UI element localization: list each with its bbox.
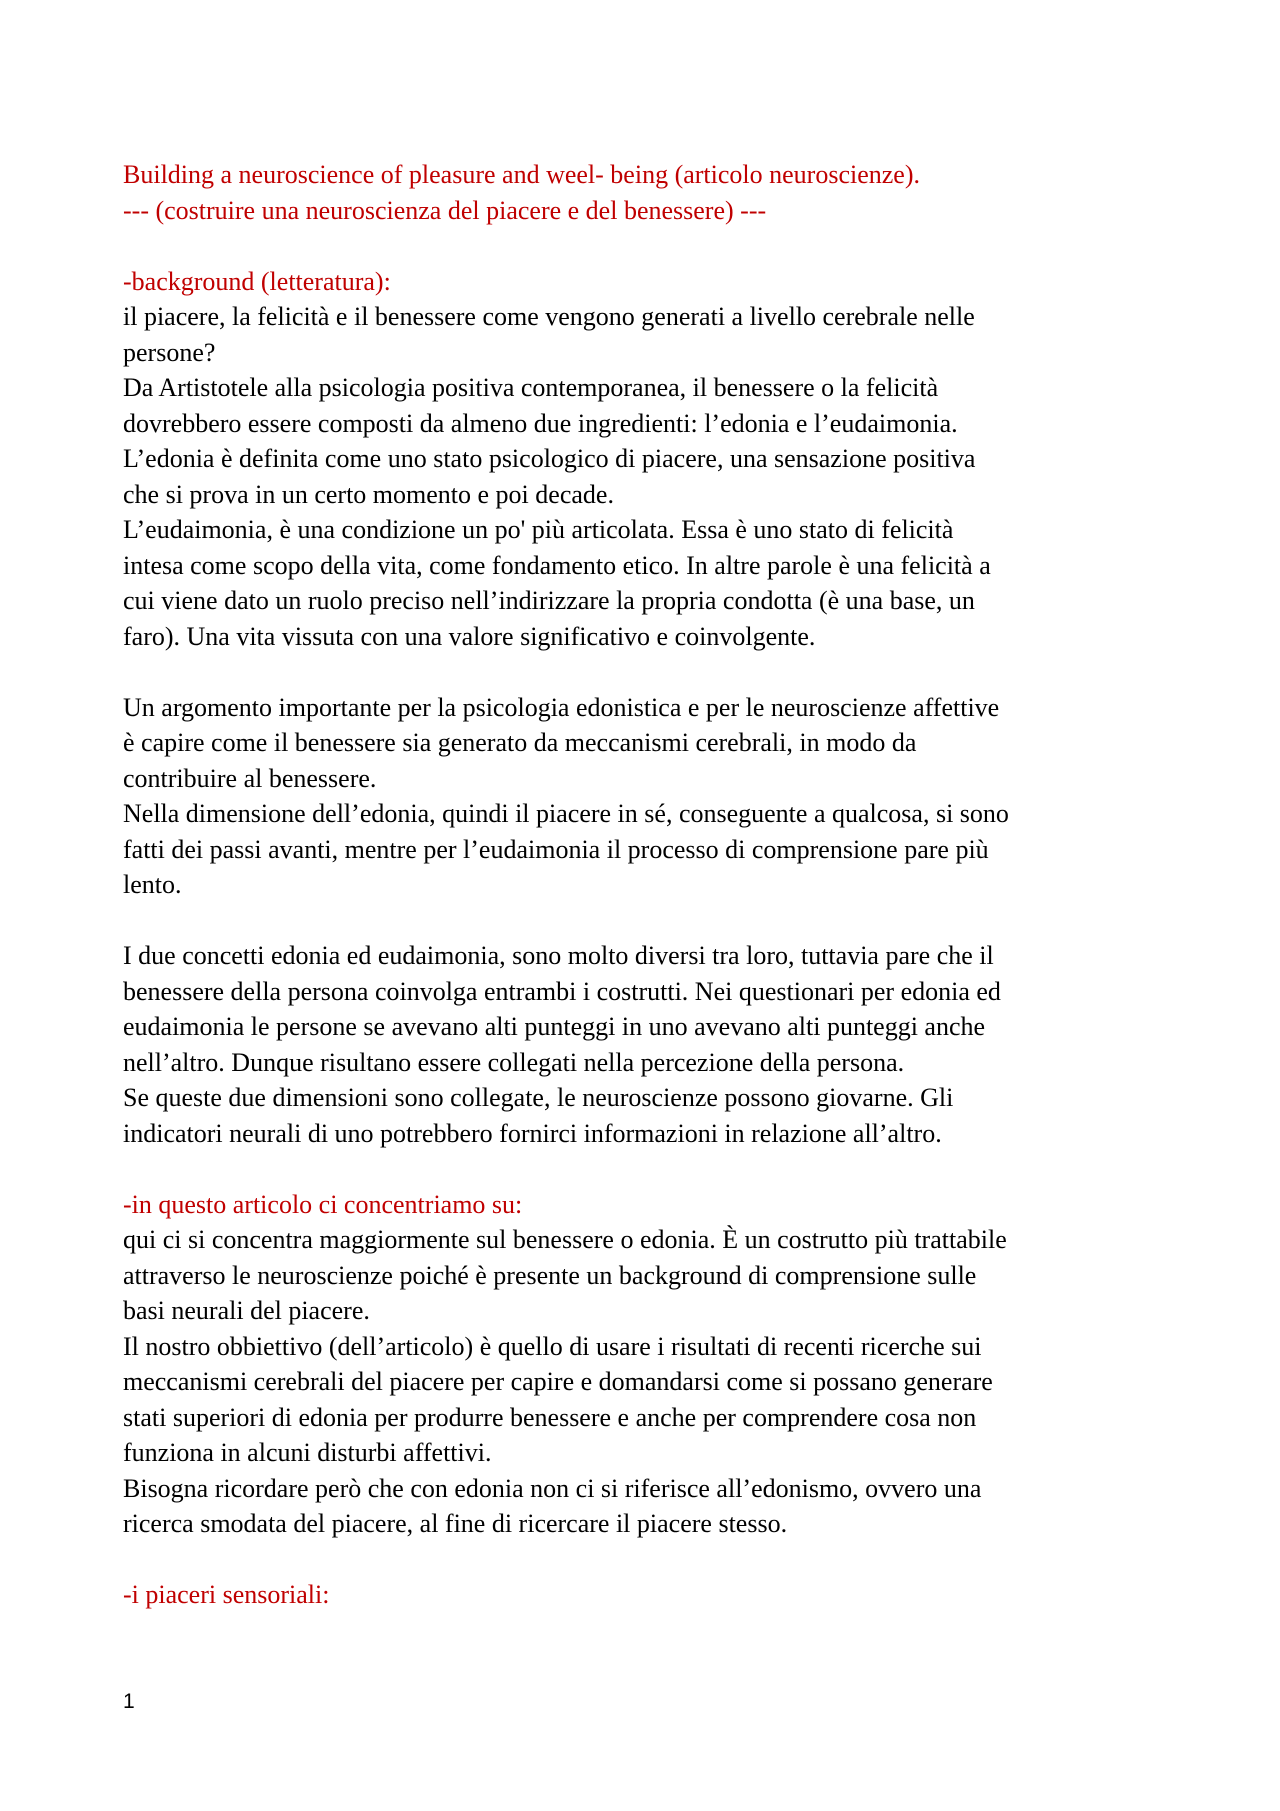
text-line: Un argomento importante per la psicologia edonistica e per le neuroscienze affettive — [123, 692, 1000, 722]
text-line: faro). Una vita vissuta con una valore significativo e coinvolgente. — [123, 621, 816, 651]
spacer — [123, 1151, 1173, 1187]
text-line: fatti dei passi avanti, mentre per l’eudaimonia il processo di comprensione pare più — [123, 834, 989, 864]
text-line: basi neurali del piacere. — [123, 1296, 370, 1325]
text-line: benessere della persona coinvolga entrambi i costrutti. Nei questionari per edonia ed — [123, 976, 1001, 1006]
text-line: qui ci si concentra maggiormente sul benessere o edonia. È un costrutto più trattabile — [123, 1225, 1007, 1254]
spacer — [123, 654, 1173, 690]
text-line: I due concetti edonia ed eudaimonia, sono molto diversi tra loro, tuttavia pare che il — [123, 941, 994, 970]
text-line: intesa come scopo della vita, come fondamento etico. In altre parole è una felicità a — [123, 550, 991, 580]
text-line: è capire come il benessere sia generato da meccanismi cerebrali, in modo da — [123, 728, 917, 757]
paragraph-hedonia-eudaimonia — [123, 938, 1173, 1151]
text-line: contribuire al benessere. — [123, 763, 377, 793]
text-line: nell’altro. Dunque risultano essere collegati nella percezione della persona. — [123, 1047, 905, 1077]
paragraph-neuroscience-argument — [123, 690, 1173, 903]
text-line: il piacere, la felicità e il benessere come vengono generati a livello cerebrale nelle — [123, 302, 975, 331]
page-number: 1 — [123, 1690, 135, 1713]
section-heading-focus: -in questo articolo ci concentriamo su: — [123, 1189, 523, 1219]
text-line: lento. — [123, 870, 182, 899]
text-line: dovrebbero essere composti da almeno due ingredienti: l’edonia e l’eudaimonia. — [123, 408, 958, 438]
text-line: meccanismi cerebrali del piacere per capire e domandarsi come si possano generare — [123, 1367, 993, 1396]
document-body — [123, 157, 1173, 1613]
text-line: cui viene dato un ruolo preciso nell’indirizzare la propria condotta (è una base, un — [123, 586, 975, 615]
document-subtitle: --- (costruire una neuroscienza del piacere e del benessere) --- — [123, 195, 767, 225]
text-line: che si prova in un certo momento e poi decade. — [123, 479, 614, 509]
text-line: Se queste due dimensioni sono collegate, le neuroscienze possono giovarne. Gli — [123, 1083, 954, 1112]
spacer — [123, 228, 1173, 264]
document-title: Building a neuroscience of pleasure and weel- being (articolo neuroscienze). — [123, 160, 920, 189]
spacer — [123, 1542, 1173, 1578]
paragraph-background — [123, 299, 1173, 654]
text-line: Il nostro obbiettivo (dell’articolo) è quello di usare i risultati di recenti ricerche sui — [123, 1331, 982, 1361]
paragraph-focus — [123, 1222, 1173, 1542]
text-line: L’eudaimonia, è una condizione un po' più articolata. Essa è uno stato di felicità — [123, 515, 954, 544]
text-line: funziona in alcuni disturbi affettivi. — [123, 1438, 492, 1467]
spacer — [123, 903, 1173, 939]
text-line: indicatori neurali di uno potrebbero fornirci informazioni in relazione all’altro. — [123, 1118, 942, 1148]
text-line: attraverso le neuroscienze poiché è presente un background di comprensione sulle — [123, 1260, 977, 1290]
text-line: Da Artistotele alla psicologia positiva contemporanea, il benessere o la felicità — [123, 373, 939, 402]
section-heading-sensory: -i piaceri sensoriali: — [123, 1580, 330, 1609]
text-line: ricerca smodata del piacere, al fine di ricercare il piacere stesso. — [123, 1509, 788, 1538]
text-line: persone? — [123, 337, 216, 367]
text-line: L’edonia è definita come uno stato psicologico di piacere, una sensazione positiva — [123, 444, 976, 473]
text-line: stati superiori di edonia per produrre benessere e anche per comprendere cosa non — [123, 1402, 977, 1432]
text-line: Nella dimensione dell’edonia, quindi il piacere in sé, conseguente a qualcosa, si sono — [123, 799, 1009, 828]
text-line: Bisogna ricordare però che con edonia non ci si riferisce all’edonismo, ovvero una — [123, 1473, 982, 1503]
section-heading-background: -background (letteratura): — [123, 266, 391, 296]
text-line: eudaimonia le persone se avevano alti punteggi in uno avevano alti punteggi anche — [123, 1012, 986, 1041]
